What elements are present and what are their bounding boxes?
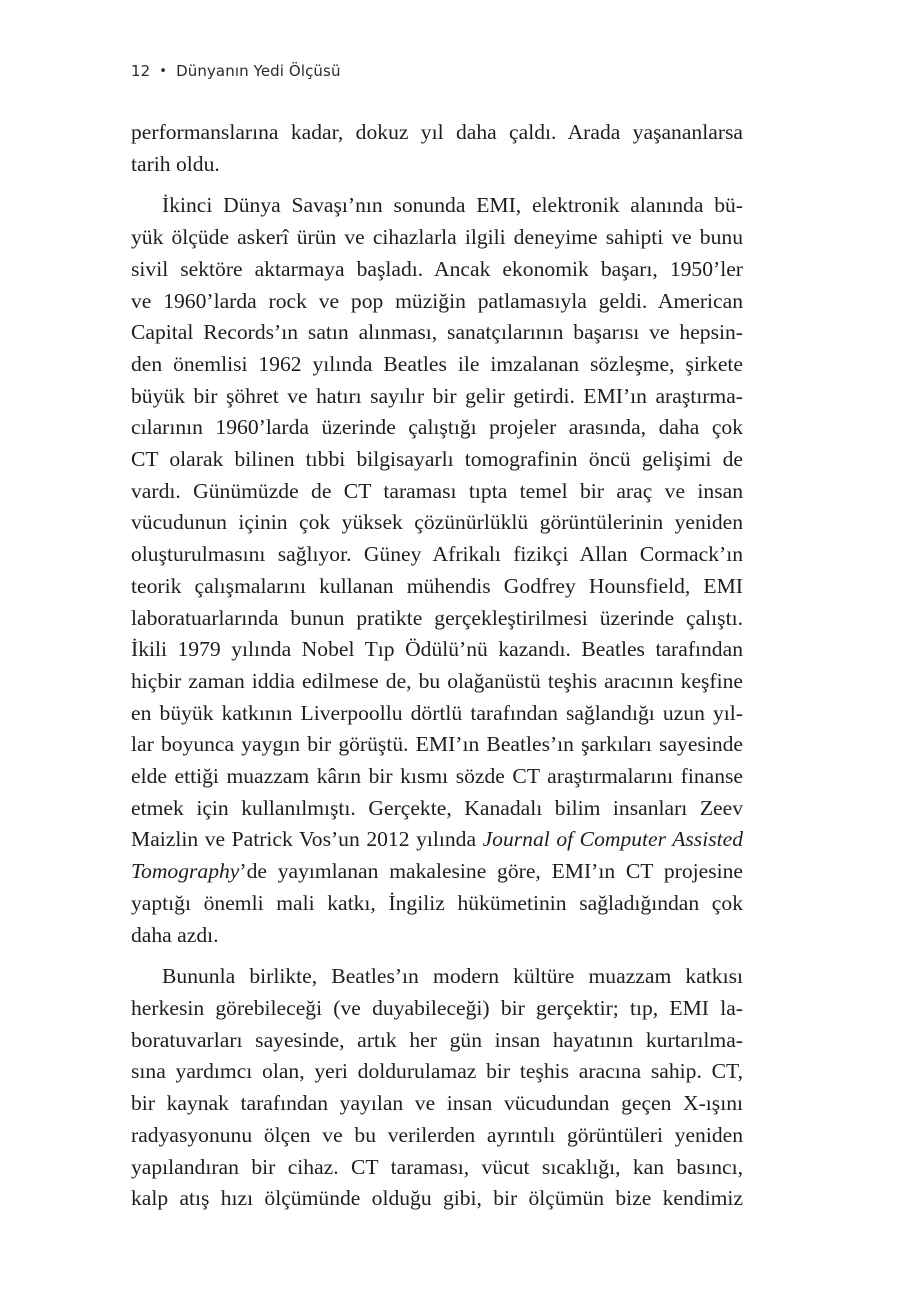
text-line: hiçbir zaman iddia edilmese de, bu olağanüstü teşhis aracının keşfine bbox=[131, 668, 743, 693]
text-line: yaptığı önemli mali katkı, İngiliz hükümetinin sağladığından çok bbox=[131, 890, 743, 915]
text-line: ve 1960’larda rock ve pop müziğin patlamasıyla geldi. American bbox=[131, 288, 743, 313]
text-line: cılarının 1960’larda üzerinde çalıştığı projeler arasında, daha çok bbox=[131, 415, 743, 440]
text-line: tarih oldu. bbox=[131, 151, 220, 176]
text-line: laboratuarlarında bunun pratikte gerçekleştirilmesi üzerinde çalıştı. bbox=[131, 605, 743, 630]
text-line: Bununla birlikte, Beatles’ın modern kültüre muazzam katkısı bbox=[162, 964, 743, 989]
page-number: 12 bbox=[131, 62, 151, 80]
text-line: oluşturulmasını sağlıyor. Güney Afrikalı fizikçi Allan Cormack’ın bbox=[131, 542, 743, 567]
text-line: vardı. Günümüzde de CT taraması tıpta temel bir araç ve insan bbox=[131, 478, 743, 503]
text-line: bir kaynak tarafından yayılan ve insan vücudundan geçen X-ışını bbox=[131, 1091, 743, 1116]
text-line: Capital Records’ın satın alınması, sanatçılarının başarısı ve hepsin- bbox=[131, 320, 743, 345]
text-line: yapılandıran bir cihaz. CT taraması, vücut sıcaklığı, kan basıncı, bbox=[131, 1154, 743, 1179]
text-line: herkesin görebileceği (ve duyabileceği) bir gerçektir; tıp, EMI la- bbox=[131, 995, 743, 1020]
book-title: Dünyanın Yedi Ölçüsü bbox=[176, 62, 341, 80]
journal-title-italic: Journal of Computer Assisted bbox=[482, 827, 743, 852]
text-line: kalp atış hızı ölçümünde olduğu gibi, bir ölçümün bize kendimiz bbox=[131, 1186, 743, 1211]
text-line: büyük bir şöhret ve hatırı sayılır bir gelir getirdi. EMI’ın araştırma- bbox=[131, 383, 743, 408]
paragraph-3 bbox=[131, 961, 743, 1215]
text-line: den önemlisi 1962 yılında Beatles ile imzalanan sözleşme, şirkete bbox=[131, 351, 743, 376]
text-line-tomography bbox=[131, 856, 743, 888]
paragraph-2 bbox=[131, 190, 743, 951]
journal-title-italic: Tomography bbox=[131, 859, 240, 884]
text-line: radyasyonunu ölçen ve bu verilerden ayrıntılı görüntüleri yeniden bbox=[131, 1122, 743, 1147]
text-line: performanslarına kadar, dokuz yıl daha çaldı. Arada yaşananlarsa bbox=[131, 120, 743, 144]
body-text bbox=[131, 117, 743, 1225]
text-line: teorik çalışmalarını kullanan mühendis Godfrey Hounsfield, EMI bbox=[131, 573, 743, 598]
separator-bullet: • bbox=[159, 64, 168, 79]
text-run: ’de yayımlanan makalesine göre, EMI’ın CT projesine bbox=[239, 859, 743, 884]
text-line: sına yardımcı olan, yeri doldurulamaz bir teşhis aracına sahip. CT, bbox=[131, 1059, 743, 1084]
text-line: CT olarak bilinen tıbbi bilgisayarlı tomografinin öncü gelişimi de bbox=[131, 447, 743, 472]
text-line: vücudunun içinin çok yüksek çözünürlüklü görüntülerinin yeniden bbox=[131, 510, 743, 535]
text-line-journal bbox=[131, 824, 743, 856]
text-line: sivil sektöre aktarmaya başladı. Ancak ekonomik başarı, 1950’ler bbox=[131, 256, 743, 281]
text-line: daha azdı. bbox=[131, 922, 219, 947]
text-line: lar boyunca yaygın bir görüştü. EMI’ın Beatles’ın şarkıları sayesinde bbox=[131, 732, 743, 757]
text-run: Maizlin ve Patrick Vos’un 2012 yılında bbox=[131, 827, 483, 852]
text-line: yük ölçüde askerî ürün ve cihazlarla ilgili deneyime sahipti ve bunu bbox=[131, 225, 743, 250]
running-head bbox=[131, 62, 341, 80]
text-line: boratuvarları sayesinde, artık her gün insan hayatının kurtarılma- bbox=[131, 1027, 743, 1052]
text-line: elde ettiği muazzam kârın bir kısmı sözde CT araştırmalarını finanse bbox=[131, 764, 743, 789]
text-line: en büyük katkının Liverpoollu dörtlü tarafından sağlandığı uzun yıl- bbox=[131, 700, 743, 725]
text-line: İkili 1979 yılında Nobel Tıp Ödülü’nü kazandı. Beatles tarafından bbox=[131, 637, 743, 662]
text-line: etmek için kullanılmıştı. Gerçekte, Kanadalı bilim insanları Zeev bbox=[131, 795, 743, 820]
paragraph-1 bbox=[131, 117, 743, 180]
text-line: İkinci Dünya Savaşı’nın sonunda EMI, elektronik alanında bü- bbox=[162, 193, 743, 218]
